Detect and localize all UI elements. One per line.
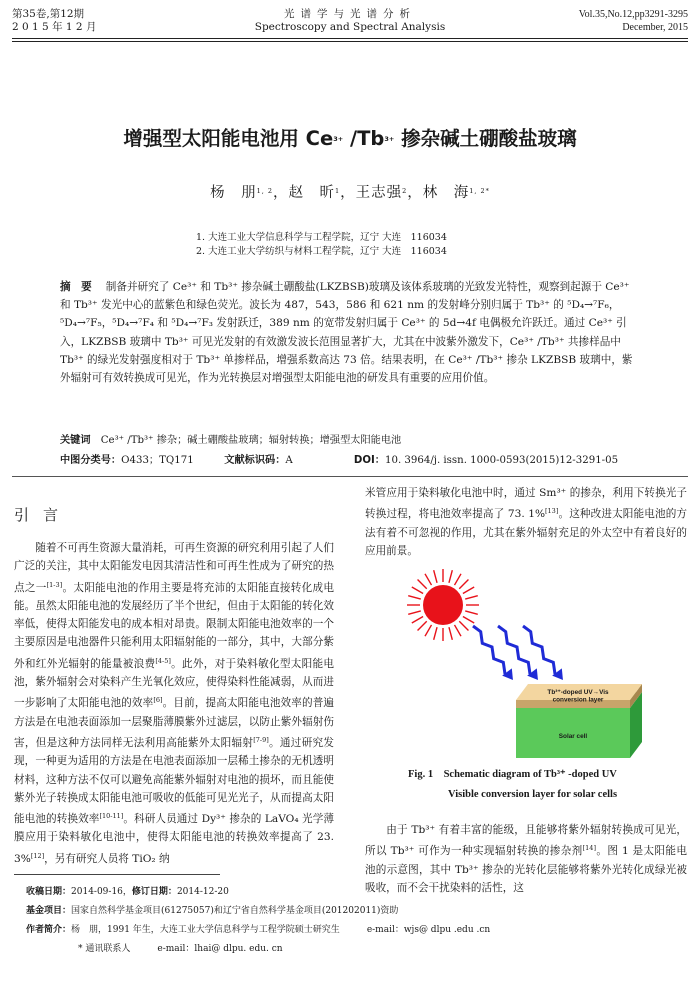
citation: [12] [30, 851, 45, 860]
conversion-layer-label-2: conversion layer [552, 696, 604, 704]
uv-ray-arrows [473, 626, 563, 680]
sun-ray [425, 625, 432, 636]
header-rule-thin [12, 41, 688, 42]
author-name: 林 海 [422, 185, 470, 201]
footnote-dates: 收稿日期：2014-09-16，修订日期：2014-12-20 [26, 887, 229, 897]
sun-ray [459, 580, 468, 589]
issue-date: 2 0 1 5 年 1 2 月 [12, 21, 97, 33]
sun-ray [463, 617, 474, 624]
doc-code: A [285, 455, 293, 466]
sun-ray [408, 611, 421, 614]
footnote-rule [14, 874, 220, 875]
citation: [4-5] [155, 656, 171, 665]
sun-ray [463, 587, 474, 594]
tb-paragraph: 由于 Tb³⁺ 有着丰富的能级，且能够将紫外辐射转换成可见光，所以 Tb³⁺ 可作为一种实现辐射转换的掺杂剂[14]。图 1 是太阳能电池的示意图，其中 Tb³⁺ 掺杂的光转化层能够将紫外光转化成绿光被吸收，而不会干扰染料的活性，这 [365, 824, 687, 894]
intro-paragraph: 随着不可再生资源大量消耗，可再生资源的研究利用引起了人们广泛的关注，其中太阳能发电因其清洁性和可再生性成为了研究的热点之一[1-3]。太阳能电池的作用主要是将充沛的太阳能直接转化成电能。虽然太阳能电池的发展经历了半个世纪，但由于太阳能的转化效率低，使得太阳能发电的成本相对昂贵。限制太阳能电池效率的一个主要原因是电池器件只能利用太阳辐射能的一部分，其中，大部分紫外和红外光辐射的能量被浪费[4-5]。此外，对于染料敏化型太阳能电池，紫外辐射会对染料产生光氧化效应，使得染料性能减弱，从而进一步影响了太阳能电池的效率[6]。目前，提高太阳能电池效率的普遍方法是在电池表面添加一层聚脂薄膜紫外过滤层，以防止紫外辐射伤害，但是这种方法同样无法利用高能紫外太阳辐射[7-9]。通过研究发现，一种更为适用的方法是在电池表面添加一层稀土掺杂的无机透明材料，这种方法不仅可以避免高能紫外辐射对电池的损坏，而且能使紫外光子转换成太阳能电池可吸收的低能可见光光子，从而提高太阳能电池的转换效率[10-11]。科研人员通过 Dy³⁺ 掺杂的 LaVO₄ 光学薄膜应用于染料敏化电池中，使得太阳能电池的转换效率提高了 23. 3%[12]，另有研究人员将 TiO₂ 纳 [14, 542, 335, 865]
abstract-text: 制备并研究了 Ce³⁺ 和 Tb³⁺ 掺杂碱土硼酸盐(LKZBSB)玻璃及该体系玻璃的光致发光特性，观察到起源于 Ce³⁺ 和 Tb³⁺ 发光中心的蓝紫色和绿色荧光。波长为 487，543，586 和 621 nm 的发射峰分别归属于 Tb³⁺ 的 ⁵D₄→⁷F₆，⁵D₄→⁷F₅，⁵D₄→⁷F₄ 和 ⁵D₄→⁷F₃ 发射跃迁，389 nm 的宽带发射归属于 Ce³⁺ 的 5d→4f 电偶极允许跃迁。通过 Ce³⁺ 引入，LKZBSB 玻璃中 Tb³⁺ 可见光发射的有效激发波长范围显著扩大，尤其在中波紫外激发下，Ce³⁺ /Tb³⁺ 共掺样品中 Tb³⁺ 的绿光发射强度相对于 Tb³⁺ 单掺样品，增强系数高达 73 倍。结果表明，在 Ce³⁺ /Tb³⁺ 掺杂 LKZBSB 玻璃中，紫外辐射可有效转换成可见光，作为光转换层对增强型太阳能电池的研发具有重要的应用价值。 [60, 281, 633, 385]
citation: [7-9] [253, 735, 269, 744]
keywords-label: 关键词 [60, 435, 91, 446]
volume-pages: Vol.35,No.12,pp3291-3295 [578, 9, 688, 20]
sun-ray [459, 621, 468, 630]
abstract [60, 278, 640, 387]
keywords-text: Ce³⁺ /Tb³⁺ 掺杂；碱土硼酸盐玻璃；辐射转换；增强型太阳能电池 [100, 435, 402, 446]
classification-row: 中图分类号：O433；TQ171 文献标识码：A DOI：10. 3964/j. issn. 1000-0593(2015)12-3291-05 [60, 455, 619, 466]
sun-ray [455, 625, 462, 636]
header-rule-thick [12, 38, 688, 39]
corresponding-email: e-mail：lhai@ dlpu. edu. cn [157, 944, 283, 954]
sun-ray [434, 570, 437, 583]
abstract-separator [12, 476, 688, 477]
clc-number: O433；TQ171 [121, 455, 194, 466]
affiliation-2: 2. 大连工业大学纺织与材料工程学院，辽宁 大连 116034 [196, 246, 447, 257]
sun-ray [425, 574, 432, 585]
journal-name-en: Spectroscopy and Spectral Analysis [254, 21, 446, 33]
solar-cell-label: Solar cell [558, 733, 588, 740]
sun-ray [412, 587, 423, 594]
keywords [60, 431, 660, 446]
author-email: e-mail：wjs@ dlpu .edu .cn [366, 925, 491, 935]
sun-ray [418, 580, 427, 589]
solar-cell-schematic-figure [380, 558, 680, 763]
sun-ray [455, 574, 462, 585]
footnote-funding: 基金项目：国家自然科学基金项目(61275057)和辽宁省自然科学基金项目(201202011)资助 [26, 906, 399, 916]
doi: 10. 3964/j. issn. 1000-0593(2015)12-3291-05 [384, 455, 619, 466]
citation: [14] [582, 844, 596, 853]
sun-ray [465, 611, 478, 614]
abstract-label: 摘 要 [60, 281, 92, 293]
figure-number: Fig. 1 [408, 769, 434, 780]
sun-ray [408, 596, 421, 599]
journal-name-cn: 光谱学与光谱分析 [284, 8, 416, 20]
author-name: 杨 朋 [210, 185, 257, 201]
sun-ray [449, 570, 452, 583]
footnote-author-bio: 作者简介：杨 朋，1991 年生，大连工业大学信息科学与工程学院硕士研究生 e-mail：wjs@ dlpu .edu .cn [26, 925, 491, 935]
conversion-layer-label: Tb³⁺-doped UV→Vis [547, 689, 609, 696]
author-name: 赵 昕 [288, 185, 335, 201]
sun-ray [465, 596, 478, 599]
publication-date: December, 2015 [622, 22, 688, 33]
figure-caption [408, 765, 668, 805]
citation: [6] [153, 696, 163, 705]
sun-ray [434, 627, 437, 640]
citation: [1-3] [46, 580, 63, 589]
citation: [10-11] [99, 812, 124, 821]
section-heading-introduction: 引言 [14, 506, 73, 524]
journal-citation-info [579, 8, 688, 34]
citation: [13] [545, 507, 559, 516]
figure-caption-text: Schematic diagram of Tb³⁺ -doped UV [443, 769, 617, 780]
intro-paragraph-continued: 米管应用于染料敏化电池中时，通过 Sm³⁺ 的掺杂，利用下转换光子转换过程，将电池效率提高了 73. 1%[13]。这种改进太阳能电池的方法有着不可忽视的作用，尤其在紫外辐射充足的外太空中有着良好的应用前景。 [365, 487, 688, 557]
sun-ray [449, 627, 452, 640]
figure-caption-line2: Visible conversion layer for solar cells [448, 789, 618, 800]
footnote-corresponding: * 通讯联系人 e-mail：lhai@ dlpu. edu. cn [78, 944, 283, 954]
author-name: 王志强 [355, 185, 403, 201]
author-list: 杨 朋$^{1, 2}$，赵 昕$^1$，王志强$^2$，林 海$^{1, 2*}$ [210, 185, 490, 201]
affiliation-1: 1. 大连工业大学信息科学与工程学院，辽宁 大连 116034 [196, 232, 447, 243]
sun-ray [418, 621, 427, 630]
volume-issue: 第35卷,第12期 [12, 8, 85, 20]
sun-ray [412, 617, 423, 624]
sun-icon [423, 585, 463, 625]
paper-title: 增强型太阳能电池用 $Ce^{3+}$ $/Tb^{3+}$ 掺杂碱土硼酸盐玻璃 [123, 127, 577, 150]
